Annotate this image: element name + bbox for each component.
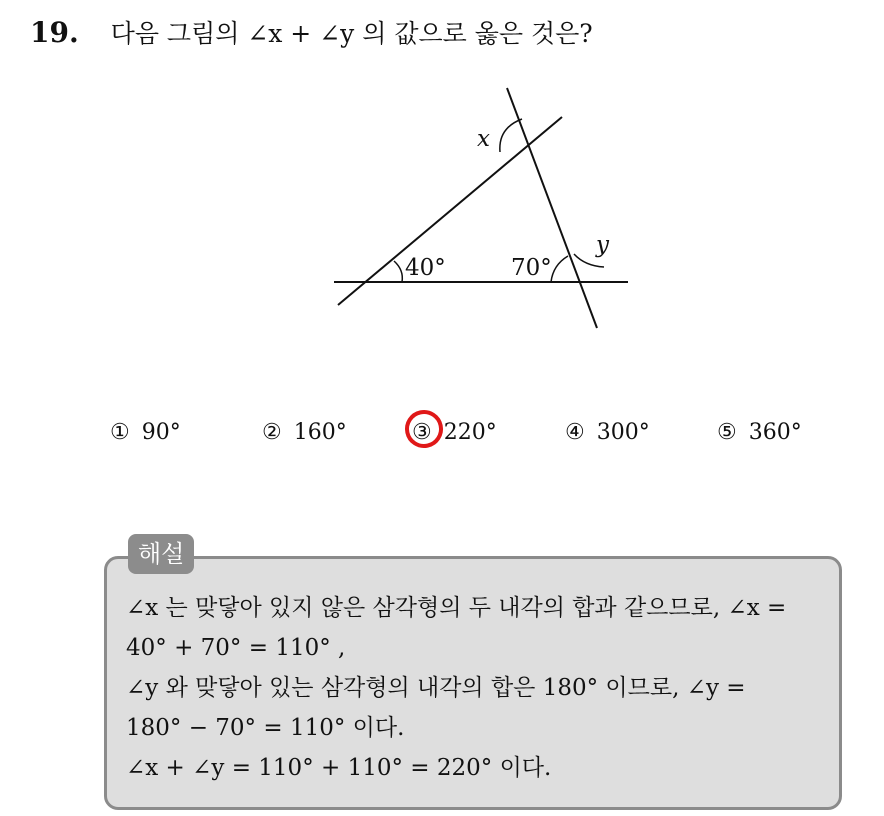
solution-line: 40° + 70° = 110° , [126, 635, 346, 661]
choice-value: 220° [443, 420, 497, 445]
choice-mark: ⑤ [717, 420, 737, 445]
solution-line: 180° − 70° = 110° 이다. [126, 715, 405, 741]
choice-5[interactable] [717, 420, 802, 445]
choice-mark: ② [262, 420, 282, 445]
solution-line: ∠y 와 맞닿아 있는 삼각형의 내각의 합은 180° 이므로, ∠y = [126, 675, 746, 701]
choice-value: 90° [141, 420, 181, 445]
choice-4[interactable] [565, 420, 650, 445]
choice-2[interactable] [262, 420, 347, 445]
triangle-figure [0, 0, 884, 400]
label-70: 70° [511, 255, 552, 281]
solution-line: ∠x + ∠y = 110° + 110° = 220° 이다. [126, 755, 552, 781]
solution-line: ∠x 는 맞닿아 있지 않은 삼각형의 두 내각의 합과 같으므로, ∠x = [126, 595, 787, 621]
choice-mark: ④ [565, 420, 585, 445]
right-line [507, 88, 597, 328]
angle-arc-40 [394, 261, 402, 282]
choice-mark: ① [110, 420, 130, 445]
choice-mark: ③ [412, 420, 432, 445]
label-y: y [596, 232, 609, 258]
label-x: x [477, 126, 490, 152]
solution-text [126, 588, 826, 788]
question-text: 다음 그림의 ∠x + ∠y 의 값으로 옳은 것은? [110, 19, 593, 48]
choice-value: 300° [596, 420, 650, 445]
label-40: 40° [405, 255, 446, 281]
solution-tag: 해설 [128, 534, 194, 574]
angle-arc-70 [551, 256, 568, 282]
question-number: 19. [30, 16, 79, 49]
choice-value: 360° [748, 420, 802, 445]
angle-arc-x [500, 119, 522, 152]
choice-1[interactable] [110, 420, 181, 445]
choice-value: 160° [293, 420, 347, 445]
